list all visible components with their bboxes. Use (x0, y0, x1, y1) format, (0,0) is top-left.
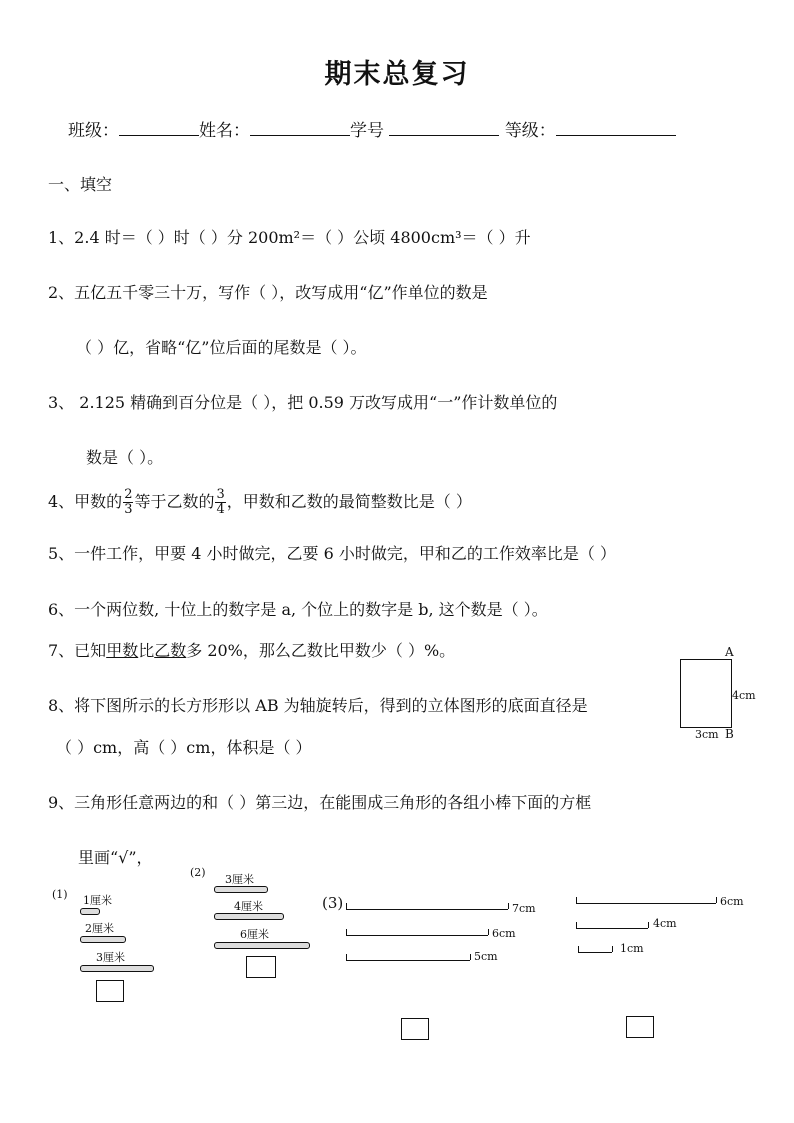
segment-label: 6cm (492, 927, 516, 940)
label-width: 3cm (695, 728, 719, 741)
question-1: 1、2.4 时＝（ ）时（ ）分 200m²＝（ ）公顷 4800cm³＝（ ）升 (48, 228, 531, 247)
stick-label: 3厘米 (225, 873, 254, 886)
question-2-line-2: （ ）亿，省略“亿”位后面的尾数是（ ）。 (76, 338, 367, 357)
segment-tick (716, 897, 717, 903)
answer-box[interactable] (96, 980, 124, 1002)
segment-tick (648, 922, 649, 928)
question-3-line-2: 数是（ ）。 (86, 448, 164, 467)
stick (214, 942, 310, 949)
stick-label: 2厘米 (85, 922, 114, 935)
segment-tick (488, 929, 489, 935)
page-title: 期末总复习 (324, 59, 470, 90)
question-8-line-2: （ ）cm，高（ ）cm，体积是（ ） (56, 738, 312, 757)
segment-tick (576, 897, 577, 903)
stick (214, 886, 268, 893)
answer-box[interactable] (401, 1018, 429, 1040)
segment (346, 909, 508, 910)
question-4 (48, 488, 472, 517)
question-6: 6、一个两位数, 十位上的数字是 a, 个位上的数字是 b, 这个数是（ ）。 (48, 600, 548, 619)
class-label: 班级： (68, 121, 119, 141)
stick-label: 3厘米 (96, 951, 125, 964)
q7-text-2: 比 (138, 641, 155, 660)
q4-text-2: 等于乙数的 (134, 492, 215, 511)
q4-text-1: 4、甲数的 (48, 492, 123, 511)
segment-tick (508, 903, 509, 909)
rectangle-figure (680, 659, 732, 728)
id-blank[interactable] (389, 117, 499, 136)
segment-label: 4cm (653, 917, 677, 930)
segment-label: 7cm (512, 902, 536, 915)
grade-label: 等级： (504, 121, 556, 141)
q7-underlined-2: 乙数 (154, 641, 187, 660)
name-label: 姓名： (199, 121, 250, 141)
answer-box[interactable] (626, 1016, 654, 1038)
stick-label: 1厘米 (83, 894, 112, 907)
answer-box[interactable] (246, 956, 276, 978)
section-heading: 一、填空 (48, 175, 113, 194)
segment-tick (576, 922, 577, 928)
question-2-line-1: 2、五亿五千零三十万，写作（ ），改写成用“亿”作单位的数是 (48, 283, 488, 302)
class-blank[interactable] (119, 117, 199, 136)
stick-label: 4厘米 (234, 900, 263, 913)
segment-tick (470, 954, 471, 960)
label-height: 4cm (732, 689, 756, 702)
name-blank[interactable] (250, 117, 350, 136)
grade-blank[interactable] (556, 117, 676, 136)
segment (578, 952, 612, 953)
q7-text-3: 多 20%，那么乙数比甲数少（ ）%。 (186, 641, 456, 660)
stick (80, 965, 154, 972)
question-3-line-1: 3、 2.125 精确到百分位是（ ），把 0.59 万改写成用“一”作计数单位的 (48, 393, 558, 412)
segment-tick (346, 903, 347, 909)
segment-label: 5cm (474, 950, 498, 963)
segment-tick (346, 929, 347, 935)
segment-label: 6cm (720, 895, 744, 908)
q7-underlined-1: 甲数 (106, 641, 139, 660)
segment-tick (346, 954, 347, 960)
question-5: 5、一件工作，甲要 4 小时做完，乙要 6 小时做完，甲和乙的工作效率比是（ ） (48, 544, 616, 563)
fraction-2-3 (123, 488, 133, 517)
stick (80, 908, 100, 915)
segment (576, 928, 648, 929)
label-a: A (725, 645, 734, 659)
q7-text-1: 7、已知 (48, 641, 107, 660)
question-9-line-2: 里画“√”， (78, 848, 153, 867)
segment (346, 935, 488, 936)
segment-tick (578, 946, 579, 952)
question-8-line-1: 8、将下图所示的长方形形以 AB 为轴旋转后，得到的立体图形的底面直径是 (48, 696, 588, 715)
question-9-line-1: 9、三角形任意两边的和（ ）第三边，在能围成三角形的各组小棒下面的方框 (48, 793, 592, 812)
label-b: B (725, 727, 734, 741)
stick (214, 913, 284, 920)
segment-tick (612, 946, 613, 952)
fraction-denominator: 3 (124, 502, 133, 517)
id-label: 学号 (350, 121, 384, 141)
group-3-label: (3) (322, 894, 344, 912)
stick (80, 936, 126, 943)
group-1-label: (1) (52, 888, 68, 901)
stick-label: 6厘米 (240, 928, 269, 941)
q4-text-3: ，甲数和乙数的最简整数比是（ ） (226, 492, 472, 511)
fraction-3-4 (215, 488, 225, 517)
question-7 (48, 638, 455, 661)
fraction-numerator: 2 (124, 487, 133, 502)
segment (346, 960, 470, 961)
fraction-denominator: 4 (216, 502, 225, 517)
fraction-numerator: 3 (216, 487, 225, 502)
segment (576, 903, 716, 904)
segment-label: 1cm (620, 942, 644, 955)
group-2-label: (2) (190, 866, 206, 879)
info-row (68, 116, 676, 141)
